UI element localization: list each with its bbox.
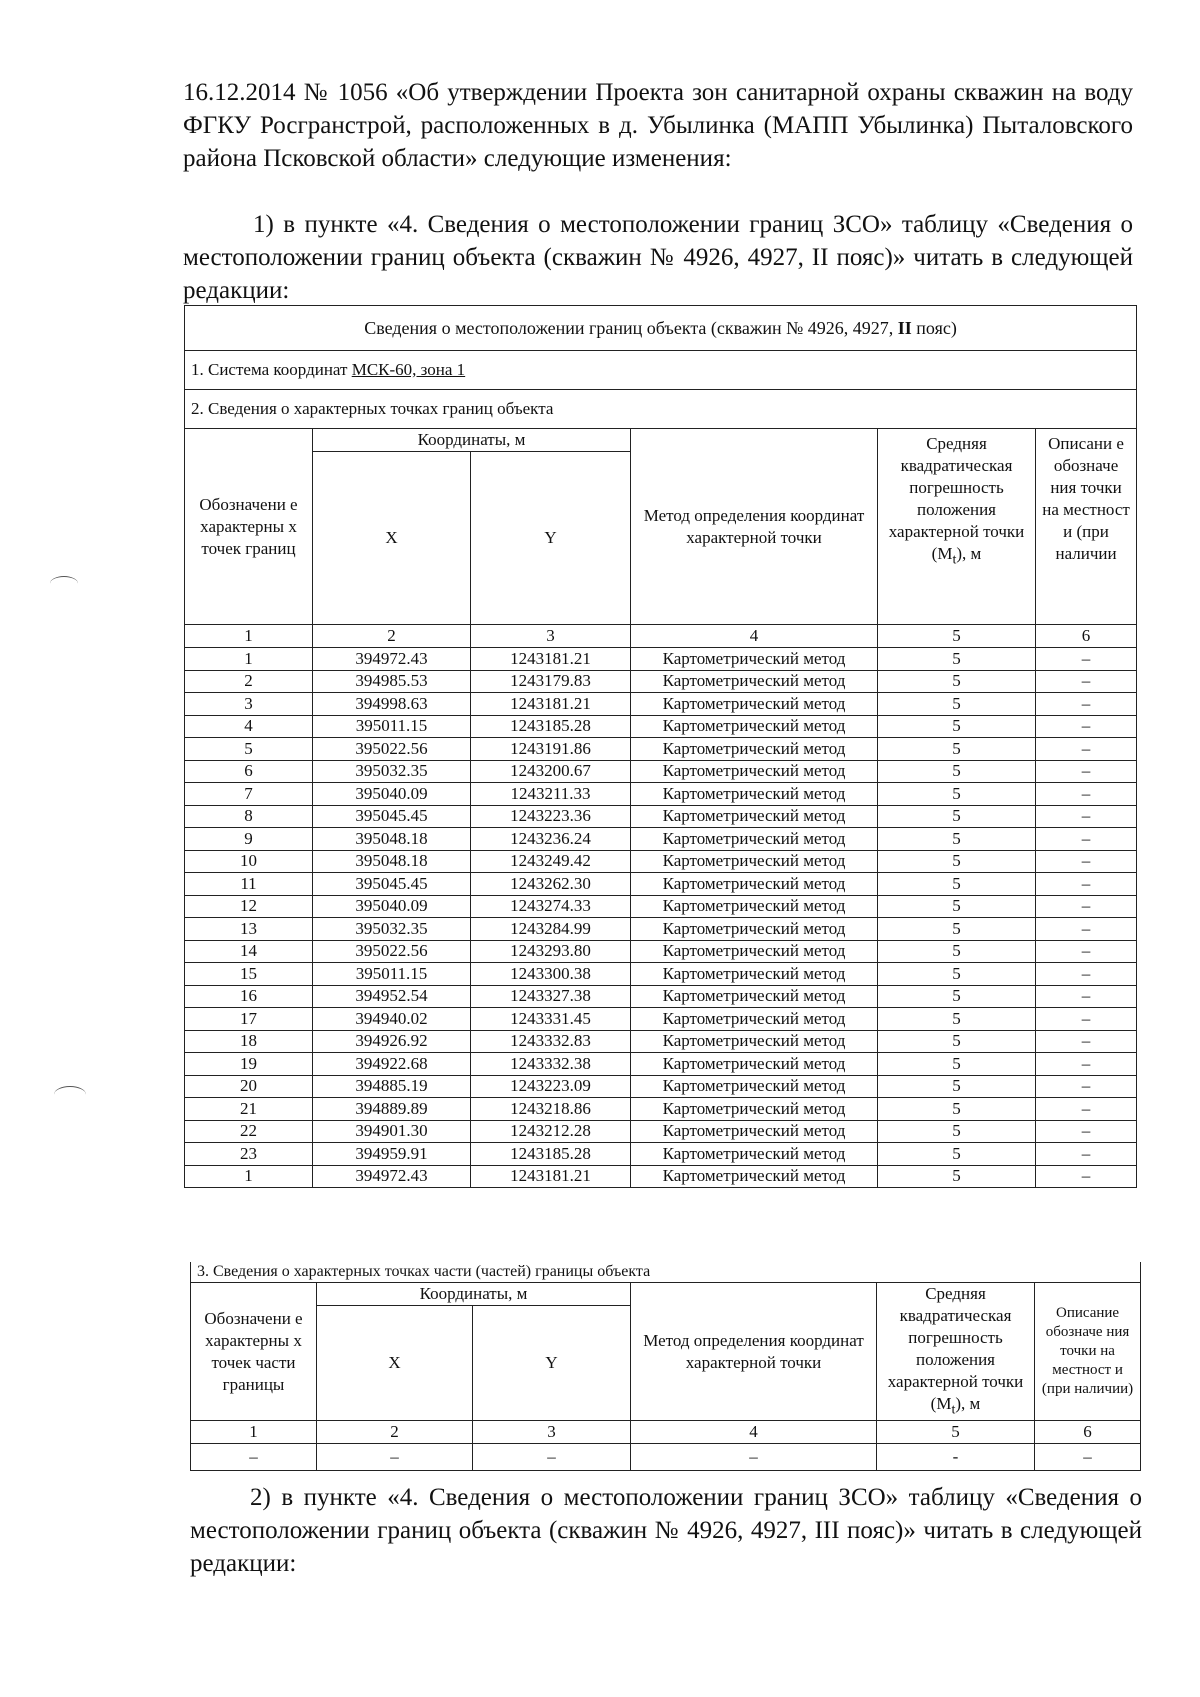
point-cell: 1 xyxy=(185,648,313,671)
empty-cell: – xyxy=(1035,1444,1141,1471)
desc-cell: – xyxy=(1036,963,1137,986)
y-cell: 1243332.83 xyxy=(471,1030,631,1053)
point-cell: 9 xyxy=(185,828,313,851)
desc-cell: – xyxy=(1036,895,1137,918)
y-cell: 1243284.99 xyxy=(471,918,631,941)
error-cell: 5 xyxy=(878,828,1036,851)
scan-mark-bottom xyxy=(54,1086,86,1103)
desc-cell: – xyxy=(1036,760,1137,783)
x-cell: 395040.09 xyxy=(313,895,471,918)
item-2-paragraph: 2) в пункте «4. Сведения о местоположении границ ЗСО» таблицу «Сведения о местоположении границ объекта (скважин № 4926, 4927, III пояс)» читать в следующей редакции: xyxy=(190,1484,1142,1577)
error-cell: 5 xyxy=(878,1008,1036,1031)
table-row xyxy=(185,940,1137,963)
x-cell: 395011.15 xyxy=(313,963,471,986)
empty-cell: – xyxy=(473,1444,631,1471)
column-number: 2 xyxy=(317,1421,473,1444)
error-cell: 5 xyxy=(878,1143,1036,1166)
table-row xyxy=(185,850,1137,873)
empty-cell: – xyxy=(317,1444,473,1471)
method-cell: Картометрический метод xyxy=(631,1165,878,1188)
error-cell: 5 xyxy=(878,783,1036,806)
sub-column-numbers-row xyxy=(191,1421,1141,1444)
method-cell: Картометрический метод xyxy=(631,1053,878,1076)
desc-cell: – xyxy=(1036,1120,1137,1143)
table-row xyxy=(185,648,1137,671)
point-cell: 1 xyxy=(185,1165,313,1188)
point-cell: 4 xyxy=(185,715,313,738)
part-boundary-table xyxy=(190,1262,1141,1471)
sub-header-y: Y xyxy=(473,1306,631,1421)
error-cell: 5 xyxy=(878,1030,1036,1053)
desc-cell: – xyxy=(1036,783,1137,806)
table-row xyxy=(185,670,1137,693)
y-cell: 1243236.24 xyxy=(471,828,631,851)
x-cell: 394889.89 xyxy=(313,1098,471,1121)
x-cell: 395022.56 xyxy=(313,940,471,963)
header-x: X xyxy=(313,452,471,625)
column-number: 4 xyxy=(631,1421,877,1444)
point-cell: 19 xyxy=(185,1053,313,1076)
desc-cell: – xyxy=(1036,693,1137,716)
error-cell: 5 xyxy=(878,1120,1036,1143)
point-cell: 20 xyxy=(185,1075,313,1098)
table-row xyxy=(185,715,1137,738)
desc-cell: – xyxy=(1036,1165,1137,1188)
desc-cell: – xyxy=(1036,738,1137,761)
method-cell: Картометрический метод xyxy=(631,873,878,896)
table-row xyxy=(185,738,1137,761)
table-row xyxy=(185,828,1137,851)
error-cell: 5 xyxy=(878,873,1036,896)
table-row xyxy=(185,895,1137,918)
table-row xyxy=(185,1008,1137,1031)
intro-paragraph: 16.12.2014 № 1056 «Об утверждении Проекта зон санитарной охраны скважин на воду ФГКУ Росгранстрой, расположенных в д. Убылинка (МАПП Убылинка) Пыталовского района Псковской области» следующие изменения: xyxy=(183,79,1133,172)
sub-header-error: Средняя квадратическая погрешность положения характерной точки $(M_t)$, м xyxy=(877,1283,1035,1421)
point-cell: 15 xyxy=(185,963,313,986)
table-row xyxy=(185,918,1137,941)
method-cell: Картометрический метод xyxy=(631,828,878,851)
desc-cell: – xyxy=(1036,715,1137,738)
x-cell: 394952.54 xyxy=(313,985,471,1008)
empty-cell: – xyxy=(631,1444,877,1471)
method-cell: Картометрический метод xyxy=(631,1030,878,1053)
point-cell: 21 xyxy=(185,1098,313,1121)
x-cell: 395045.45 xyxy=(313,873,471,896)
error-cell: 5 xyxy=(878,648,1036,671)
desc-cell: – xyxy=(1036,1030,1137,1053)
desc-cell: – xyxy=(1036,670,1137,693)
error-cell: 5 xyxy=(878,805,1036,828)
point-cell: 17 xyxy=(185,1008,313,1031)
empty-cell: - xyxy=(877,1444,1035,1471)
y-cell: 1243327.38 xyxy=(471,985,631,1008)
desc-cell: – xyxy=(1036,850,1137,873)
y-cell: 1243223.09 xyxy=(471,1075,631,1098)
point-cell: 5 xyxy=(185,738,313,761)
error-cell: 5 xyxy=(878,1165,1036,1188)
header-description: Описани е обозначе ния точки на местност и (при наличии xyxy=(1036,429,1137,625)
table-row xyxy=(185,1075,1137,1098)
desc-cell: – xyxy=(1036,1143,1137,1166)
table-row xyxy=(185,805,1137,828)
y-cell: 1243179.83 xyxy=(471,670,631,693)
x-cell: 394972.43 xyxy=(313,648,471,671)
y-cell: 1243223.36 xyxy=(471,805,631,828)
error-cell: 5 xyxy=(878,985,1036,1008)
method-cell: Картометрический метод xyxy=(631,1075,878,1098)
point-cell: 6 xyxy=(185,760,313,783)
error-cell: 5 xyxy=(878,940,1036,963)
method-cell: Картометрический метод xyxy=(631,738,878,761)
method-cell: Картометрический метод xyxy=(631,670,878,693)
desc-cell: – xyxy=(1036,1053,1137,1076)
x-cell: 395011.15 xyxy=(313,715,471,738)
column-number: 4 xyxy=(631,625,878,648)
header-method: Метод определения координат характерной точки xyxy=(631,429,878,625)
sub-header-coords: Координаты, м xyxy=(317,1283,631,1306)
desc-cell: – xyxy=(1036,828,1137,851)
x-cell: 394972.43 xyxy=(313,1165,471,1188)
x-cell: 395032.35 xyxy=(313,918,471,941)
point-cell: 23 xyxy=(185,1143,313,1166)
x-cell: 394985.53 xyxy=(313,670,471,693)
table-row xyxy=(185,783,1137,806)
method-cell: Картометрический метод xyxy=(631,850,878,873)
method-cell: Картометрический метод xyxy=(631,783,878,806)
table-row xyxy=(185,963,1137,986)
section-2-title: 2. Сведения о характерных точках границ объекта xyxy=(185,390,1137,429)
table-title: Сведения о местоположении границ объекта (скважин № 4926, 4927, II пояс) xyxy=(185,306,1137,351)
method-cell: Картометрический метод xyxy=(631,1143,878,1166)
boundary-table xyxy=(184,305,1137,1188)
y-cell: 1243185.28 xyxy=(471,1143,631,1166)
column-number: 3 xyxy=(471,625,631,648)
point-cell: 10 xyxy=(185,850,313,873)
table-row xyxy=(185,760,1137,783)
x-cell: 395048.18 xyxy=(313,828,471,851)
table-row xyxy=(185,873,1137,896)
y-cell: 1243191.86 xyxy=(471,738,631,761)
table-row xyxy=(185,693,1137,716)
method-cell: Картометрический метод xyxy=(631,648,878,671)
x-cell: 395022.56 xyxy=(313,738,471,761)
column-number: 3 xyxy=(473,1421,631,1444)
x-cell: 395045.45 xyxy=(313,805,471,828)
x-cell: 394998.63 xyxy=(313,693,471,716)
point-cell: 16 xyxy=(185,985,313,1008)
error-cell: 5 xyxy=(878,1075,1036,1098)
column-number: 6 xyxy=(1035,1421,1141,1444)
point-cell: 8 xyxy=(185,805,313,828)
y-cell: 1243218.86 xyxy=(471,1098,631,1121)
error-cell: 5 xyxy=(878,963,1036,986)
desc-cell: – xyxy=(1036,873,1137,896)
desc-cell: – xyxy=(1036,918,1137,941)
desc-cell: – xyxy=(1036,1008,1137,1031)
method-cell: Картометрический метод xyxy=(631,1098,878,1121)
method-cell: Картометрический метод xyxy=(631,1008,878,1031)
method-cell: Картометрический метод xyxy=(631,940,878,963)
desc-cell: – xyxy=(1036,805,1137,828)
column-number: 5 xyxy=(878,625,1036,648)
method-cell: Картометрический метод xyxy=(631,985,878,1008)
y-cell: 1243212.28 xyxy=(471,1120,631,1143)
sub-header-point-label: Обозначени е характерны х точек части границы xyxy=(191,1283,317,1421)
sub-data-row xyxy=(191,1444,1141,1471)
header-y: Y xyxy=(471,452,631,625)
error-cell: 5 xyxy=(878,918,1036,941)
point-cell: 11 xyxy=(185,873,313,896)
header-coords: Координаты, м xyxy=(313,429,631,452)
point-cell: 7 xyxy=(185,783,313,806)
desc-cell: – xyxy=(1036,940,1137,963)
y-cell: 1243300.38 xyxy=(471,963,631,986)
error-cell: 5 xyxy=(878,715,1036,738)
sub-header-description: Описание обозначе ния точки на местност и (при наличии) xyxy=(1035,1283,1141,1421)
table-row xyxy=(185,1030,1137,1053)
x-cell: 395032.35 xyxy=(313,760,471,783)
point-cell: 3 xyxy=(185,693,313,716)
x-cell: 395040.09 xyxy=(313,783,471,806)
point-cell: 14 xyxy=(185,940,313,963)
desc-cell: – xyxy=(1036,648,1137,671)
point-cell: 13 xyxy=(185,918,313,941)
y-cell: 1243331.45 xyxy=(471,1008,631,1031)
x-cell: 394926.92 xyxy=(313,1030,471,1053)
method-cell: Картометрический метод xyxy=(631,805,878,828)
x-cell: 394922.68 xyxy=(313,1053,471,1076)
y-cell: 1243274.33 xyxy=(471,895,631,918)
header-error: Средняя квадратическая погрешность положения характерной точки $(M_t)$, м xyxy=(878,429,1036,625)
point-cell: 18 xyxy=(185,1030,313,1053)
y-cell: 1243262.30 xyxy=(471,873,631,896)
point-cell: 12 xyxy=(185,895,313,918)
column-number: 1 xyxy=(191,1421,317,1444)
method-cell: Картометрический метод xyxy=(631,895,878,918)
error-cell: 5 xyxy=(878,1053,1036,1076)
error-cell: 5 xyxy=(878,693,1036,716)
column-numbers-row xyxy=(185,625,1137,648)
y-cell: 1243181.21 xyxy=(471,693,631,716)
method-cell: Картометрический метод xyxy=(631,693,878,716)
y-cell: 1243249.42 xyxy=(471,850,631,873)
error-cell: 5 xyxy=(878,1098,1036,1121)
item-1-paragraph: 1) в пункте «4. Сведения о местоположении границ ЗСО» таблицу «Сведения о местоположении границ объекта (скважин № 4926, 4927, II пояс)» читать в следующей редакции: xyxy=(183,211,1133,304)
desc-cell: – xyxy=(1036,1098,1137,1121)
table-row xyxy=(185,1098,1137,1121)
scan-mark-top xyxy=(50,576,78,591)
column-number: 5 xyxy=(877,1421,1035,1444)
column-number: 6 xyxy=(1036,625,1137,648)
table-row xyxy=(185,1053,1137,1076)
section-3-title: 3. Сведения о характерных точках части (частей) границы объекта xyxy=(191,1262,1141,1283)
error-cell: 5 xyxy=(878,738,1036,761)
y-cell: 1243200.67 xyxy=(471,760,631,783)
x-cell: 395048.18 xyxy=(313,850,471,873)
error-cell: 5 xyxy=(878,670,1036,693)
method-cell: Картометрический метод xyxy=(631,760,878,783)
coord-system-value: МСК-60, зона 1 xyxy=(351,360,466,379)
x-cell: 394885.19 xyxy=(313,1075,471,1098)
error-cell: 5 xyxy=(878,760,1036,783)
point-cell: 2 xyxy=(185,670,313,693)
column-number: 1 xyxy=(185,625,313,648)
table-row xyxy=(185,1143,1137,1166)
y-cell: 1243185.28 xyxy=(471,715,631,738)
error-cell: 5 xyxy=(878,850,1036,873)
x-cell: 394901.30 xyxy=(313,1120,471,1143)
desc-cell: – xyxy=(1036,985,1137,1008)
y-cell: 1243332.38 xyxy=(471,1053,631,1076)
method-cell: Картометрический метод xyxy=(631,715,878,738)
table-row xyxy=(185,985,1137,1008)
sub-header-method: Метод определения координат характерной точки xyxy=(631,1283,877,1421)
sub-header-x: X xyxy=(317,1306,473,1421)
y-cell: 1243181.21 xyxy=(471,1165,631,1188)
method-cell: Картометрический метод xyxy=(631,1120,878,1143)
coord-system: 1. Система координат МСК-60, зона 1 xyxy=(185,351,1137,390)
header-point-label: Обозначени е характерны х точек границ xyxy=(185,429,313,625)
method-cell: Картометрический метод xyxy=(631,963,878,986)
table-row xyxy=(185,1120,1137,1143)
column-number: 2 xyxy=(313,625,471,648)
method-cell: Картометрический метод xyxy=(631,918,878,941)
error-cell: 5 xyxy=(878,895,1036,918)
desc-cell: – xyxy=(1036,1075,1137,1098)
empty-cell: – xyxy=(191,1444,317,1471)
y-cell: 1243293.80 xyxy=(471,940,631,963)
point-cell: 22 xyxy=(185,1120,313,1143)
y-cell: 1243181.21 xyxy=(471,648,631,671)
x-cell: 394940.02 xyxy=(313,1008,471,1031)
x-cell: 394959.91 xyxy=(313,1143,471,1166)
y-cell: 1243211.33 xyxy=(471,783,631,806)
table-row xyxy=(185,1165,1137,1188)
